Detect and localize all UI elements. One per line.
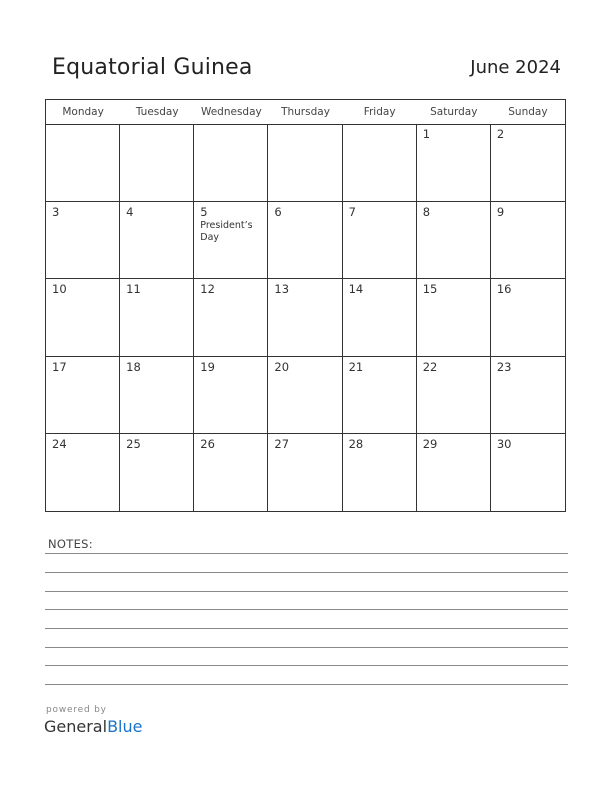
day-number: 19	[200, 359, 215, 374]
weekday-wednesday: Wednesday	[200, 106, 262, 118]
day-cell	[268, 279, 342, 357]
weekday-friday: Friday	[363, 106, 396, 118]
day-cell	[194, 434, 268, 512]
day-cell	[46, 279, 120, 357]
day-number: 27	[274, 437, 290, 452]
day-cell	[343, 124, 417, 202]
day-number: 17	[52, 359, 67, 374]
day-number: 22	[422, 359, 438, 374]
day-cell	[46, 124, 120, 202]
note-line	[45, 647, 568, 648]
day-cell	[343, 202, 417, 280]
note-line	[45, 665, 568, 666]
day-number: 2	[496, 127, 505, 141]
day-cell	[491, 357, 565, 435]
weekday-sunday: Sunday	[508, 106, 548, 118]
day-cell	[194, 124, 268, 202]
day-number: 16	[496, 282, 512, 297]
day-cell	[268, 434, 342, 512]
holiday-label: President’s Day	[200, 219, 253, 243]
day-cell	[417, 357, 491, 435]
day-cell	[417, 124, 491, 202]
day-number: 21	[348, 359, 364, 374]
day-number: 26	[200, 437, 215, 452]
weekday-tuesday: Tuesday	[135, 106, 179, 118]
day-number: 23	[496, 359, 512, 374]
day-cell	[120, 279, 194, 357]
month-label: June 2024	[470, 57, 561, 78]
day-grid	[46, 124, 565, 512]
day-cell	[46, 357, 120, 435]
day-cell	[491, 434, 565, 512]
day-cell	[46, 202, 120, 280]
day-number: 7	[348, 204, 356, 219]
day-number: 4	[126, 204, 134, 219]
note-line	[45, 572, 568, 573]
day-cell	[491, 202, 565, 280]
powered-by-text: powered by	[46, 705, 107, 715]
note-line	[45, 684, 568, 685]
day-cell	[194, 279, 268, 357]
day-number: 20	[274, 359, 290, 374]
logo-blue: Blue	[107, 717, 143, 736]
day-cell	[343, 279, 417, 357]
day-number: 11	[126, 282, 141, 297]
note-line	[45, 609, 568, 610]
note-line	[45, 553, 568, 554]
day-cell	[120, 357, 194, 435]
day-number: 12	[200, 282, 215, 297]
day-number: 3	[52, 204, 60, 219]
weekday-saturday: Saturday	[430, 106, 478, 118]
day-cell	[417, 434, 491, 512]
day-cell	[343, 357, 417, 435]
day-cell	[120, 434, 194, 512]
day-cell	[120, 124, 194, 202]
note-line	[45, 591, 568, 592]
day-number: 29	[422, 437, 438, 452]
day-cell	[268, 124, 342, 202]
day-cell	[194, 357, 268, 435]
day-cell	[194, 202, 268, 280]
day-cell	[268, 202, 342, 280]
note-line	[45, 628, 568, 629]
day-number: 25	[126, 437, 141, 452]
weekday-header	[46, 100, 565, 125]
day-number: 14	[348, 282, 364, 297]
day-cell	[46, 434, 120, 512]
day-number: 18	[126, 359, 141, 374]
day-cell	[491, 124, 565, 202]
day-number: 15	[422, 282, 438, 297]
calendar-grid	[45, 99, 566, 512]
day-number: 30	[496, 437, 512, 452]
day-cell	[417, 279, 491, 357]
day-cell	[343, 434, 417, 512]
weekday-monday: Monday	[62, 106, 104, 118]
day-cell	[268, 357, 342, 435]
day-number: 6	[274, 204, 282, 219]
generalblue-logo[interactable]	[44, 717, 142, 736]
day-number: 13	[274, 282, 290, 297]
day-number: 10	[52, 282, 67, 297]
day-number: 24	[52, 437, 67, 452]
day-number: 8	[422, 204, 431, 219]
day-cell	[491, 279, 565, 357]
day-number: 1	[422, 127, 431, 141]
day-cell	[120, 202, 194, 280]
page-title: Equatorial Guinea	[52, 55, 253, 80]
notes-label: NOTES:	[48, 537, 93, 551]
day-cell	[417, 202, 491, 280]
weekday-thursday: Thursday	[281, 106, 330, 118]
logo-general: General	[44, 717, 108, 736]
day-number: 9	[496, 204, 505, 219]
day-number: 5	[200, 204, 208, 219]
day-number: 28	[348, 437, 364, 452]
